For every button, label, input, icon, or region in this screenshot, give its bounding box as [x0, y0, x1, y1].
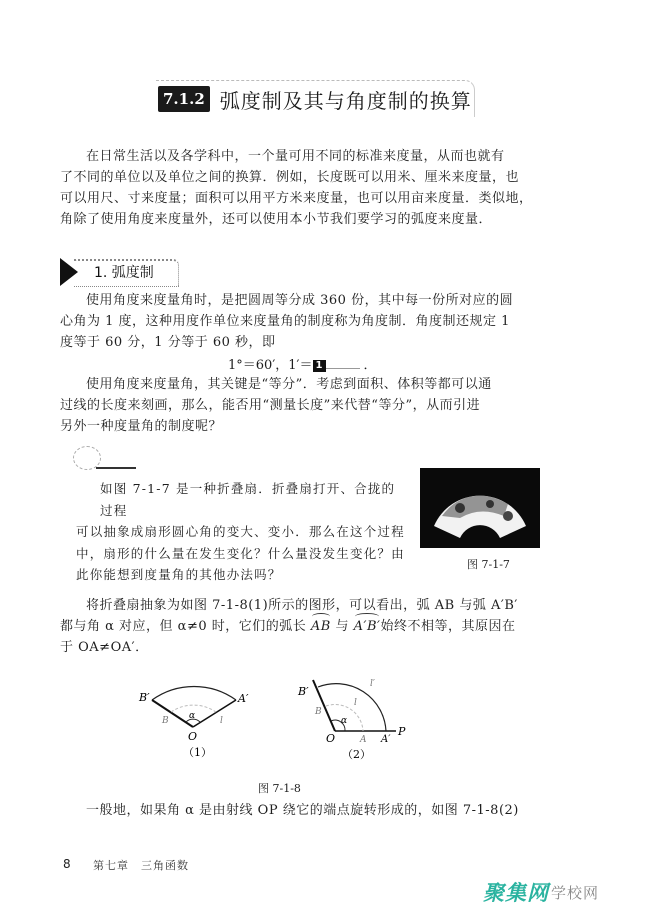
text-line: 一般地，如果角 α 是由射线 OP 绕它的端点旋转形成的，如图 7-1-8(2): [86, 803, 519, 818]
text-line: 中，扇形的什么量在发生变化？什么量没发生变化？由: [76, 545, 405, 561]
text-line: 此你能想到度量角的其他办法吗？: [76, 567, 282, 582]
svg-text:B: B: [315, 707, 322, 717]
text-line: 另外一种度量角的制度呢？: [60, 419, 223, 434]
blank-number-badge: 1: [313, 360, 326, 372]
svg-text:α: α: [341, 716, 348, 726]
svg-text:B: B: [162, 716, 169, 726]
svg-text:（2）: （2）: [342, 748, 371, 761]
figure-caption: 图 7-1-7: [467, 558, 510, 571]
general-paragraph: [60, 800, 580, 821]
text-segment: 与: [330, 619, 354, 634]
text-line: 度等于 60 分，1 分等于 60 秒，即: [60, 335, 276, 350]
chapter-title: 第七章 三角函数: [93, 859, 189, 872]
text-line: 心角为 1 度，这种用度作单位来度量角的制度称为角度制．角度制还规定 1: [60, 314, 510, 329]
fill-in-blank: [326, 368, 360, 369]
text-line: 如图 7-1-7 是一种折叠扇．折叠扇打开、合拢的过程: [100, 481, 396, 518]
think-box-text: [76, 478, 406, 586]
subsection-title: 1. 弧度制: [94, 265, 154, 281]
subsection-heading: [60, 258, 180, 286]
text-line: 使用角度来度量角时，是把圆周等分成 360 份，其中每一份所对应的圆: [86, 293, 514, 308]
svg-text:A′: A′: [238, 692, 249, 705]
text-segment: 始终不相等，其原因在: [380, 619, 516, 634]
think-divider: [96, 467, 136, 469]
sector-diagram-2: [290, 670, 420, 770]
svg-text:P: P: [398, 725, 406, 738]
text-line: 于 OA≠OA′．: [60, 640, 149, 655]
svg-text:l′: l′: [370, 679, 375, 689]
svg-text:O: O: [188, 730, 198, 743]
degree-formula: [228, 354, 377, 373]
text-segment: 都与角 α 对应，但 α≠0 时，它们的弧长: [60, 619, 311, 634]
formula-text: 1°＝60′，1′＝: [228, 358, 313, 373]
watermark-site: 学校网: [551, 883, 600, 902]
svg-text:O: O: [326, 732, 336, 745]
formula-end: ．: [363, 358, 377, 373]
figure-caption: 图 7-1-8: [258, 782, 301, 795]
svg-text:A′: A′: [381, 734, 391, 745]
svg-text:B′: B′: [139, 691, 150, 704]
svg-text:（1）: （1）: [183, 746, 212, 759]
degree-paragraph: [60, 290, 514, 353]
text-line: 在日常生活以及各学科中，一个量可用不同的标准来度量，从而也就有: [86, 149, 505, 164]
abstract-paragraph: [60, 595, 518, 658]
text-line: 使用角度来度量角，其关键是“等分”．考虑到面积、体积等都可以通: [86, 377, 492, 392]
page-number: 8: [63, 857, 71, 871]
watermark: [483, 877, 599, 907]
intro-paragraph: [60, 146, 533, 230]
key-paragraph: [60, 374, 492, 437]
section-title: 弧度制及其与角度制的换算: [219, 88, 472, 113]
text-line: 可以抽象成扇形圆心角的变大、变小．那么在这个过程: [76, 524, 405, 539]
sector-diagram-1: [130, 670, 280, 770]
text-line: 了不同的单位以及单位之间的换算．例如，长度既可以用米、厘米来度量，也: [60, 170, 520, 185]
arc-a-prime-b-prime: A′B′: [354, 616, 381, 637]
svg-text:A: A: [360, 735, 367, 745]
svg-text:α: α: [189, 711, 196, 721]
svg-text:B′: B′: [298, 685, 309, 698]
text-line: 过线的长度来刻画，那么，能否用“测量长度”来代替“等分”，从而引进: [60, 398, 481, 413]
watermark-brand: 聚集网: [483, 881, 549, 905]
svg-text:l: l: [220, 716, 223, 726]
text-line: 将折叠扇抽象为如图 7-1-8(1)所示的图形，可以看出，弧 AB 与弧 A′B′: [86, 598, 518, 613]
text-line: 可以用尺、寸来度量；面积可以用平方米来度量，也可以用亩来度量．类似地，: [60, 191, 533, 206]
section-heading: [156, 80, 475, 117]
section-number: 7.1.2: [158, 86, 210, 112]
arc-ab: AB: [311, 616, 331, 637]
folding-fan-image: [420, 468, 540, 548]
svg-text:l: l: [354, 698, 357, 708]
text-line: [60, 616, 516, 637]
text-line: 角除了使用角度来度量外，还可以使用本小节我们要学习的弧度来度量．: [60, 212, 493, 227]
